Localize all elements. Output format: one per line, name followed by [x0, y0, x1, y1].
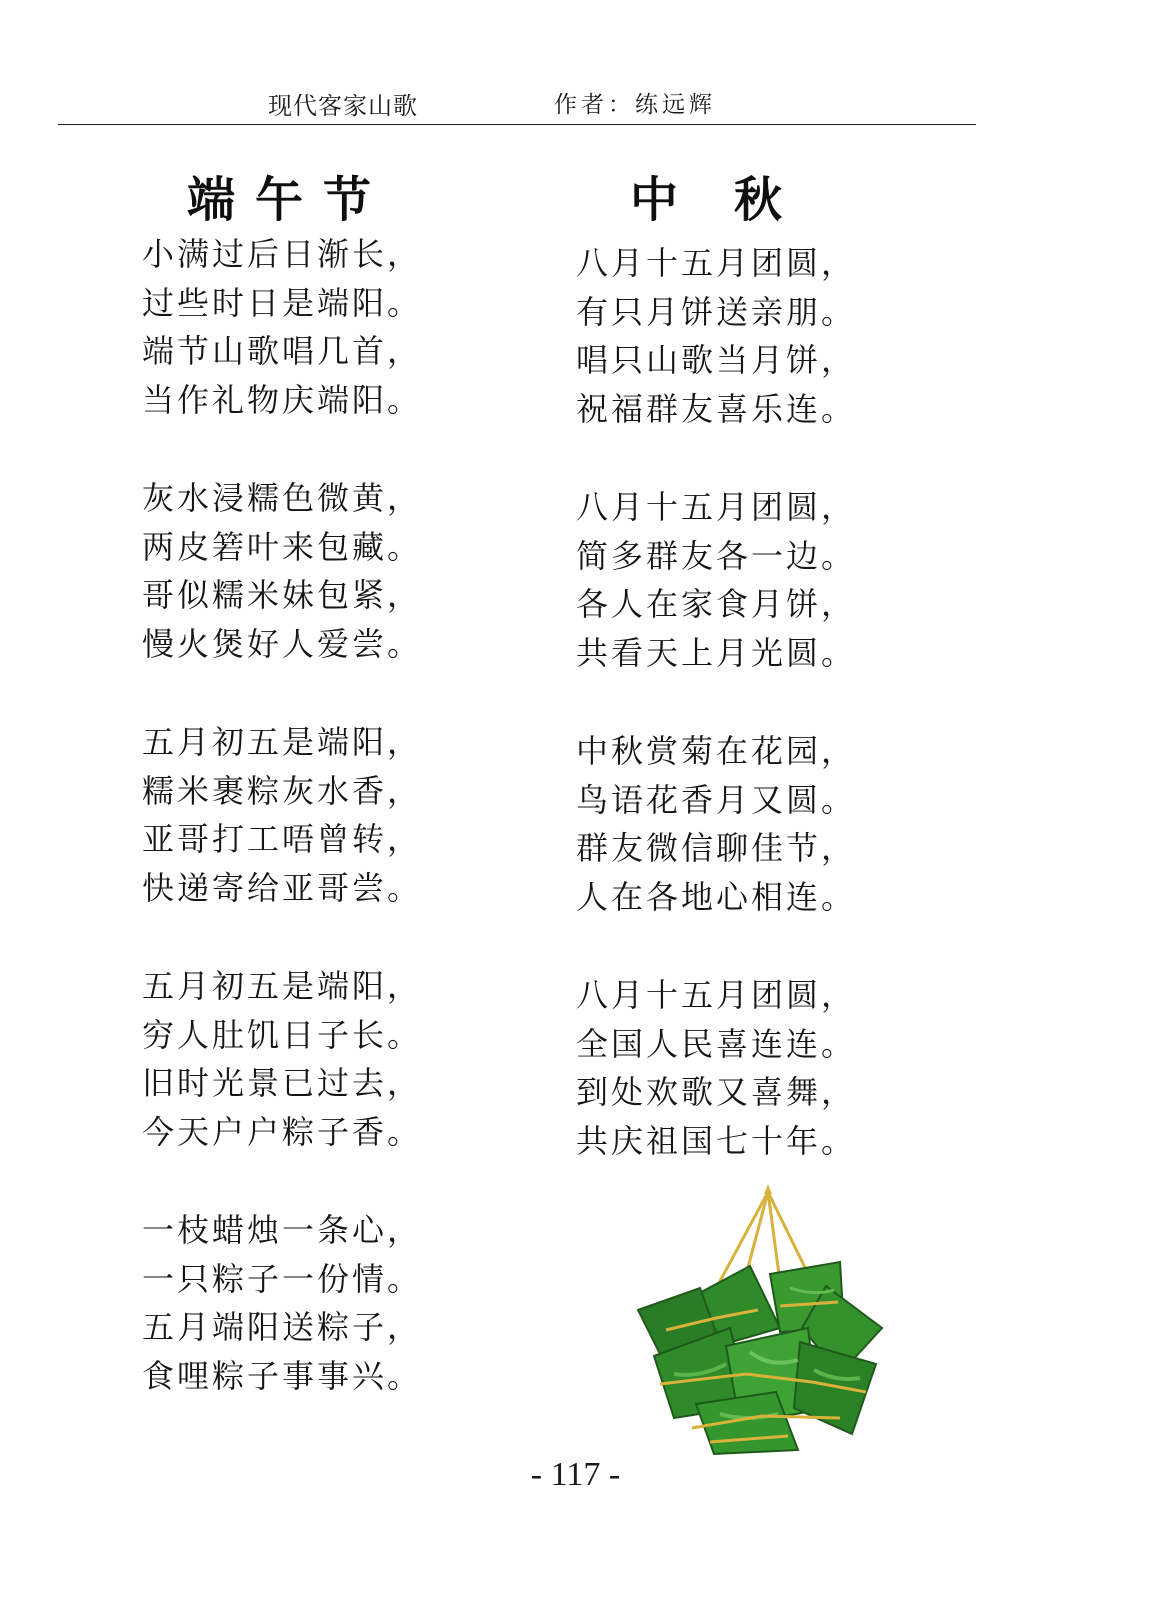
- stanza: [576, 483, 916, 677]
- poem-line: 两皮箬叶来包藏。: [142, 527, 423, 566]
- poem-line: 慢火煲好人爱尝。: [142, 624, 423, 663]
- poem-line: 共庆祖国七十年。: [576, 1121, 857, 1160]
- poem-line: 五月端阳送粽子，: [142, 1308, 423, 1346]
- poem-line: 全国人民喜连连。: [576, 1024, 857, 1063]
- poem-line: 人在各地心相连。: [576, 877, 857, 916]
- poem-line: 共看天上月光圆。: [576, 633, 857, 672]
- poem-line: 各人在家食月饼，: [576, 585, 857, 623]
- poem-line: 鸟语花香月又圆。: [576, 780, 857, 819]
- poem-line: 穷人肚饥日子长。: [142, 1015, 423, 1054]
- poem-line: 旧时光景已过去，: [142, 1064, 423, 1102]
- stanza: [142, 230, 482, 424]
- poem-zhongqiu: [576, 170, 916, 1165]
- stanza: [142, 474, 482, 668]
- poem-title: 端午节: [187, 172, 392, 228]
- stanza: [142, 1206, 482, 1400]
- zongzi-bundle-image: [630, 1178, 890, 1458]
- poem-line: 一只粽子一份情。: [142, 1259, 423, 1298]
- poem-line: 端节山歌唱几首，: [142, 332, 423, 370]
- poem-line: 中秋赏菊在花园，: [576, 732, 857, 770]
- stanza: [576, 239, 916, 433]
- poem-line: 过些时日是端阳。: [142, 283, 423, 322]
- author-credit: 作者：练远辉: [554, 92, 716, 118]
- poem-line: 唱只山歌当月饼，: [576, 341, 857, 379]
- page-header: [0, 86, 1151, 126]
- poem-line: 八月十五月团圆，: [576, 976, 857, 1014]
- poem-line: 今天户户粽子香。: [142, 1112, 423, 1151]
- header-divider: [58, 124, 976, 125]
- poem-line: 简多群友各一边。: [576, 536, 857, 575]
- stanza: [142, 962, 482, 1156]
- poem-line: 糯米裹粽灰水香，: [142, 771, 423, 810]
- poem-line: 八月十五月团圆，: [576, 244, 857, 282]
- page-number: - 117 -: [530, 1456, 621, 1493]
- poem-title: 中 秋: [630, 172, 787, 228]
- poem-line: 五月初五是端阳，: [142, 723, 423, 761]
- poem-line: 有只月饼送亲朋。: [576, 292, 857, 331]
- poem-line: 亚哥打工唔曾转，: [142, 820, 423, 858]
- poem-line: 到处欢歌又喜舞，: [576, 1073, 857, 1111]
- poem-line: 一枝蜡烛一条心，: [142, 1211, 423, 1249]
- stanza: [576, 727, 916, 921]
- poem-line: 小满过后日渐长，: [142, 235, 423, 273]
- poem-line: 祝福群友喜乐连。: [576, 389, 857, 428]
- stanza: [142, 718, 482, 912]
- book-title: 现代客家山歌: [268, 92, 418, 120]
- poem-line: 当作礼物庆端阳。: [142, 380, 423, 419]
- poem-duanwu: [142, 170, 482, 1400]
- poem-line: 群友微信聊佳节，: [576, 829, 857, 867]
- poem-line: 哥似糯米妹包紧，: [142, 576, 423, 614]
- poem-line: 快递寄给亚哥尝。: [142, 868, 423, 907]
- poem-line: 五月初五是端阳，: [142, 967, 423, 1005]
- poem-line: 灰水浸糯色微黄，: [142, 479, 423, 517]
- poem-line: 食哩粽子事事兴。: [142, 1356, 423, 1395]
- poem-line: 八月十五月团圆，: [576, 488, 857, 526]
- stanza: [576, 971, 916, 1165]
